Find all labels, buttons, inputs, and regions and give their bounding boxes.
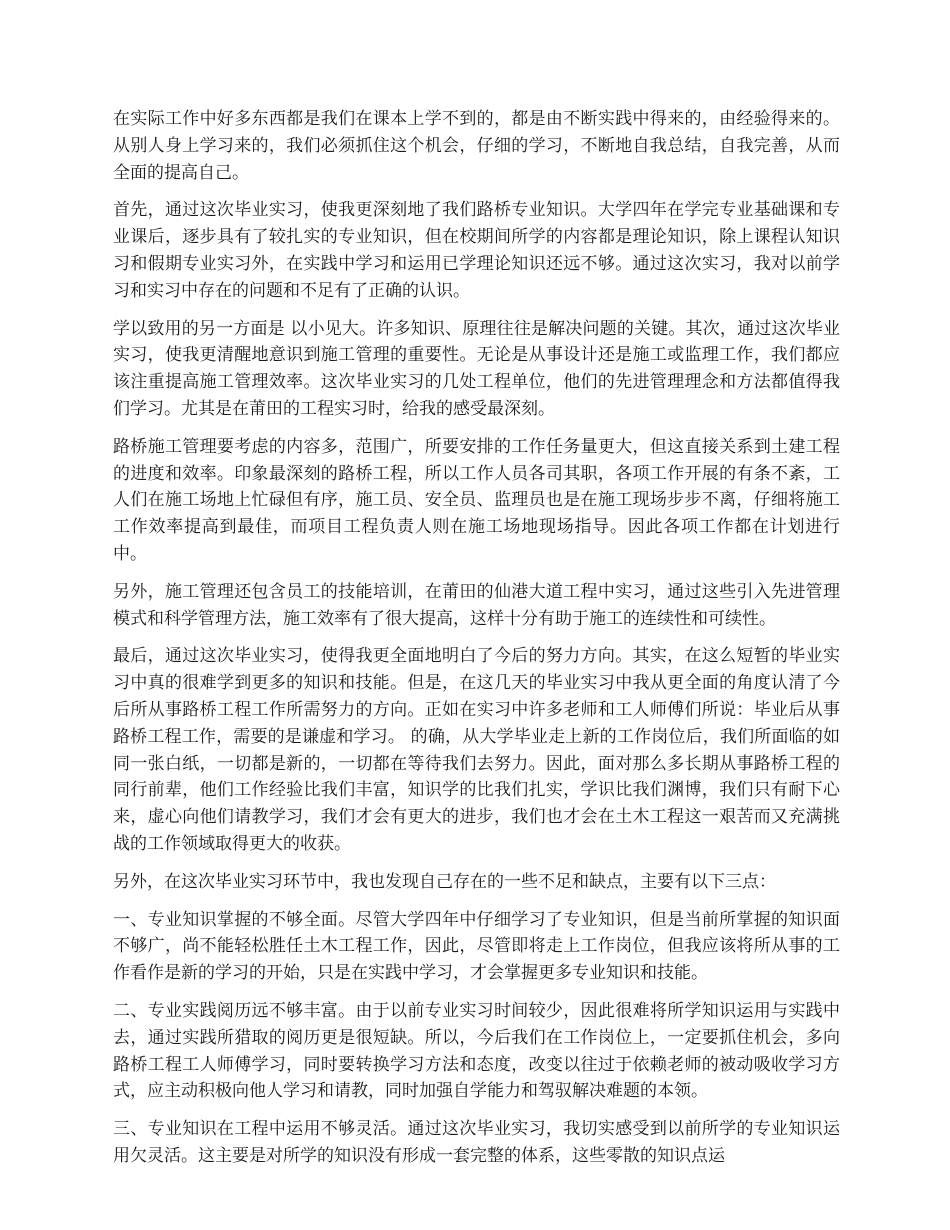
paragraph-1: 在实际工作中好多东西都是我们在课本上学不到的，都是由不断实践中得来的，由经验得来的。从别人身上学习来的，我们必须抓住这个机会，仔细的学习，不断地自我总结，自我完善，从而全面的提高自己。 xyxy=(113,109,840,183)
paragraph-9: 二、专业实践阅历远不够丰富。由于以前专业实习时间较少，因此很难将所学知识运用与实践中去，通过实践所猎取的阅历更是很短缺。所以，今后我们在工作岗位上，一定要抓住机会，多向路桥工程工人师傅学习，同时要转换学习方法和态度，改变以往过于依赖老师的被动吸收学习方式，应主动积极向他人学习和请教，同时加强自学能力和驾驭解决难题的本领。 xyxy=(113,1000,840,1102)
paragraph-4: 路桥施工管理要考虑的内容多，范围广，所要安排的工作任务量更大，但这直接关系到土建工程的进度和效率。印象最深刻的路桥工程，所以工作人员各司其职，各项工作开展的有条不紊，工人们在施工场地上忙碌但有序，施工员、安全员、监理员也是在施工现场步步不离，仔细将施工工作效率提高到最佳，而项目工程负责人则在施工场地现场指导。因此各项工作都在计划进行中。 xyxy=(113,436,840,564)
paragraph-6: 最后，通过这次毕业实习，使得我更全面地明白了今后的努力方向。其实，在这么短暂的毕业实习中真的很难学到更多的知识和技能。但是，在这几天的毕业实习中我从更全面的角度认清了今后所从事路桥工程工作所需努力的方向。正如在实习中许多老师和工人师傅们所说：毕业后从事路桥工程工作，需要的是谦虚和学习。 的确，从大学毕业走上新的工作岗位后，我们所面临的如同一张白纸，一切都是新的，一切都在等待我们去努力。因此，面对那么多长期从事路桥工程的同行前辈，他们工作经验比我们丰富，知识学的比我们扎实，学识比我们渊博，我们只有耐下心来，虚心向他们请教学习，我们才会有更大的进步，我们也才会在土木工程这一艰苦而又充满挑战的工作领域取得更大的收获。 xyxy=(113,646,840,854)
paragraph-2: 首先，通过这次毕业实习，使我更深刻地了我们路桥专业知识。大学四年在学完专业基础课和专业课后，逐步具有了较扎实的专业知识，但在校期间所学的内容都是理论知识，除上课程认知识习和假期专业实习外，在实践中学习和运用已学理论知识还远不够。通过这次实习，我对以前学习和实习中存在的问题和不足有了正确的认识。 xyxy=(113,200,840,301)
paragraph-5: 另外，施工管理还包含员工的技能培训，在莆田的仙港大道工程中实习，通过这些引入先进管理模式和科学管理方法，施工效率有了很大提高，这样十分有助于施工的连续性和可续性。 xyxy=(113,581,840,629)
document-page xyxy=(113,106,840,1181)
paragraph-7: 另外，在这次毕业实习环节中，我也发现自己存在的一些不足和缺点，主要有以下三点： xyxy=(113,871,776,892)
paragraph-3: 学以致用的另一方面是 以小见大。许多知识、原理往往是解决问题的关键。其次，通过这次毕业实习，使我更清醒地意识到施工管理的重要性。无论是从事设计还是施工或监理工作，我们都应该注重提高施工管理效率。这次毕业实习的几处工程单位，他们的先进管理理念和方法都值得我们学习。尤其是在莆田的工程实习时，给我的感受最深刻。 xyxy=(113,318,840,419)
paragraph-8: 一、专业知识掌握的不够全面。尽管大学四年中仔细学习了专业知识，但是当前所掌握的知识面不够广，尚不能轻松胜任土木工程工作，因此，尽管即将走上工作岗位，但我应该将所从事的工作看作是新的学习的开始，只是在实践中学习，才会掌握更多专业知识和技能。 xyxy=(113,909,840,984)
paragraph-10: 三、专业知识在工程中运用不够灵活。通过这次毕业实习，我切实感受到以前所学的专业知识运用欠灵活。这主要是对所学的知识没有形成一套完整的体系，这些零散的知识点运 xyxy=(113,1119,840,1166)
